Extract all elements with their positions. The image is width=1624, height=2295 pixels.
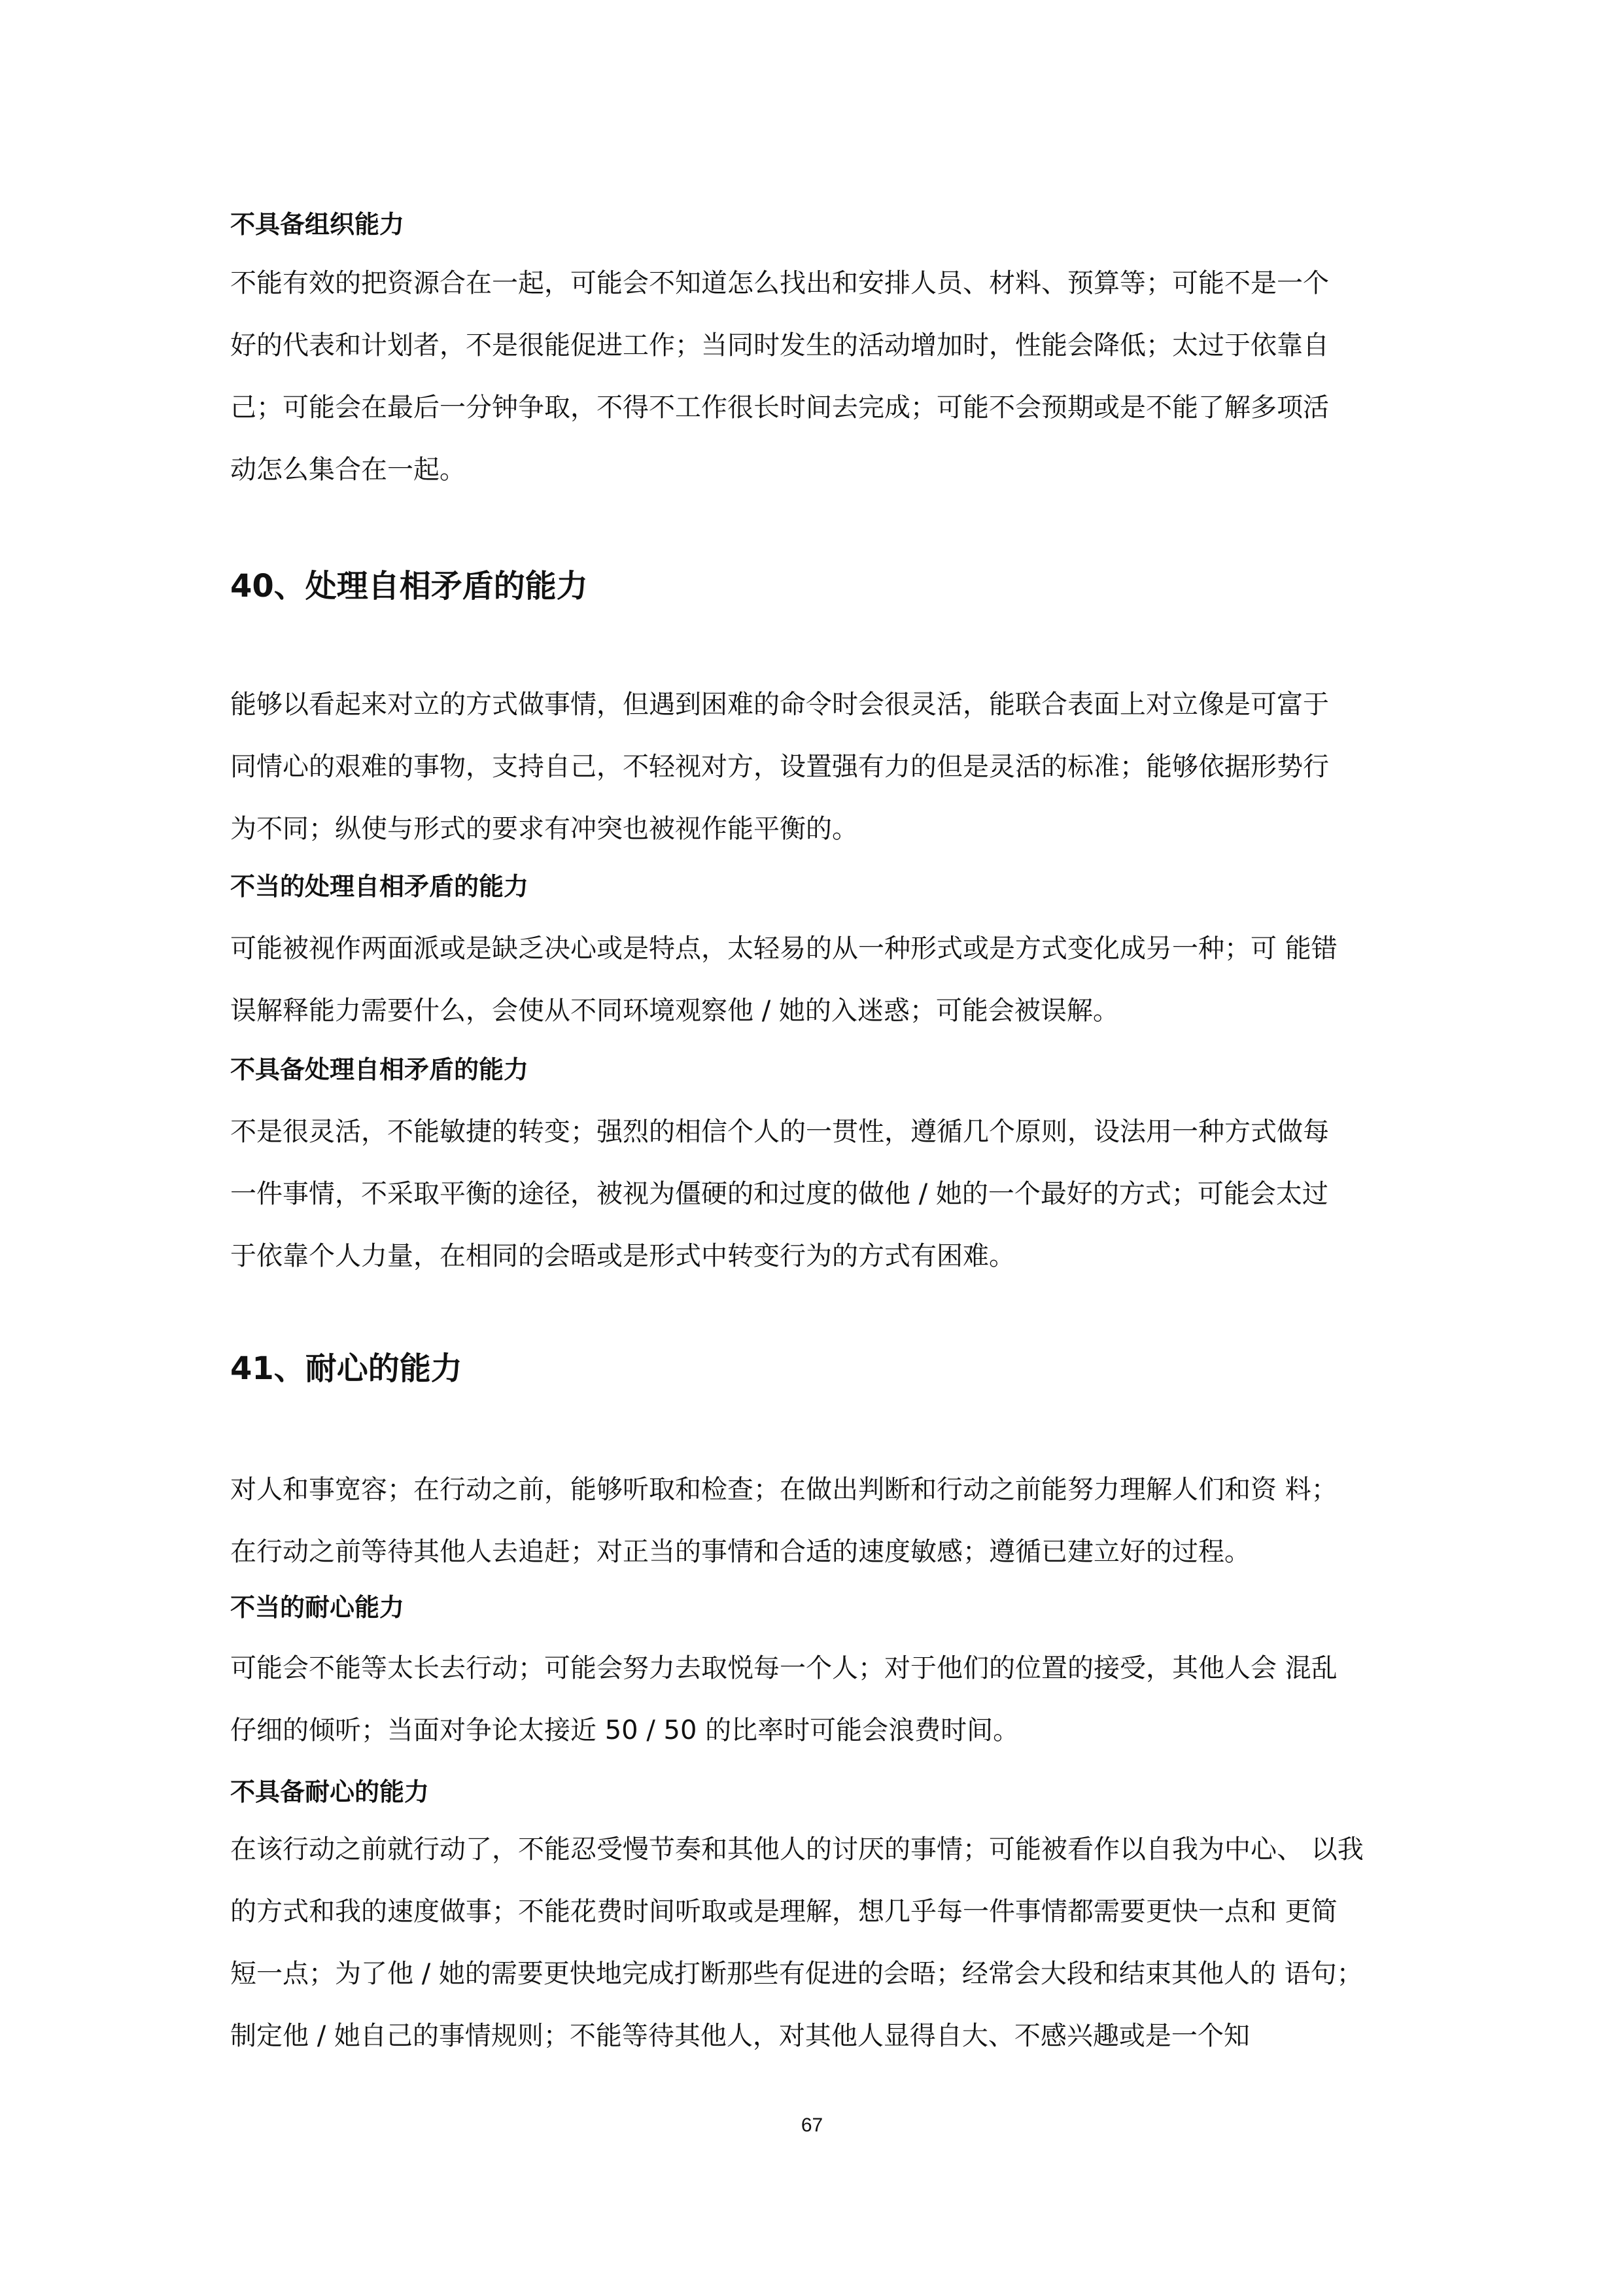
paragraph-s41-lacking bbox=[230, 1819, 1447, 2067]
paragraph-s40-improper bbox=[230, 918, 1447, 1042]
paragraph-s40-lacking bbox=[230, 1101, 1447, 1288]
text-line: 的方式和我的速度做事；不能花费时间听取或是理解，想几乎每一件事情都需要更快一点和 更简 bbox=[230, 1897, 1338, 1927]
text-line: 制定他 / 她自己的事情规则；不能等待其他人，对其他人显得自大、不感兴趣或是一个知 bbox=[230, 2021, 1250, 2051]
text-line: 短一点；为了他 / 她的需要更快地完成打断那些有促进的会晤；经常会大段和结束其他人的 语句； bbox=[230, 1959, 1363, 1989]
page-number: 67 bbox=[801, 2114, 823, 2136]
text-line: 为不同；纵使与形式的要求有冲突也被视作能平衡的。 bbox=[230, 814, 858, 844]
section-title-41: 41、耐心的能力 bbox=[230, 1350, 462, 1387]
text-line: 误解释能力需要什么，会使从不同环境观察他 / 她的入迷惑；可能会被误解。 bbox=[230, 996, 1119, 1026]
text-line: 同情心的艰难的事物，支持自己，不轻视对方，设置强有力的但是灵活的标准；能够依据形势行 bbox=[230, 752, 1329, 782]
text-line: 可能被视作两面派或是缺乏决心或是特点，太轻易的从一种形式或是方式变化成另一种；可 能错 bbox=[230, 934, 1338, 964]
text-line: 不能有效的把资源合在一起，可能会不知道怎么找出和安排人员、材料、预算等；可能不是一个 bbox=[230, 268, 1329, 298]
paragraph-org-lacking bbox=[230, 253, 1447, 501]
text-line: 动怎么集合在一起。 bbox=[230, 455, 466, 485]
text-line: 可能会不能等太长去行动；可能会努力去取悦每一个人；对于他们的位置的接受，其他人会 混乱 bbox=[230, 1653, 1338, 1683]
text-line: 在行动之前等待其他人去追赶；对正当的事情和合适的速度敏感；遵循已建立好的过程。 bbox=[230, 1537, 1251, 1567]
text-line: 能够以看起来对立的方式做事情，但遇到困难的命令时会很灵活，能联合表面上对立像是可富于 bbox=[230, 690, 1329, 720]
text-line: 对人和事宽容；在行动之前，能够听取和检查；在做出判断和行动之前能努力理解人们和资 料； bbox=[230, 1475, 1338, 1505]
text-line: 一件事情，不采取平衡的途径，被视为僵硬的和过度的做他 / 她的一个最好的方式；可能会太过 bbox=[230, 1179, 1328, 1209]
text-line: 在该行动之前就行动了，不能忍受慢节奏和其他人的讨厌的事情；可能被看作以自我为中心、 以我 bbox=[230, 1834, 1364, 1865]
text-line: 好的代表和计划者，不是很能促进工作；当同时发生的活动增加时，性能会降低；太过于依靠自 bbox=[230, 330, 1329, 360]
subheading-s41-lacking: 不具备耐心的能力 bbox=[230, 1778, 430, 1806]
subheading-org-lacking: 不具备组织能力 bbox=[230, 210, 405, 239]
paragraph-s41-improper bbox=[230, 1638, 1447, 1762]
subheading-s41-improper: 不当的耐心能力 bbox=[230, 1593, 405, 1622]
subheading-s40-improper: 不当的处理自相矛盾的能力 bbox=[230, 872, 529, 901]
paragraph-s41-description bbox=[230, 1459, 1447, 1583]
text-line: 己；可能会在最后一分钟争取，不得不工作很长时间去完成；可能不会预期或是不能了解多项活 bbox=[230, 393, 1329, 423]
paragraph-s40-description bbox=[230, 674, 1447, 860]
text-line: 不是很灵活，不能敏捷的转变；强烈的相信个人的一贯性，遵循几个原则，设法用一种方式做每 bbox=[230, 1117, 1329, 1147]
subheading-s40-lacking: 不具备处理自相矛盾的能力 bbox=[230, 1055, 529, 1084]
text-line: 于依靠个人力量，在相同的会晤或是形式中转变行为的方式有困难。 bbox=[230, 1241, 1015, 1271]
section-title-40: 40、处理自相矛盾的能力 bbox=[230, 568, 588, 604]
text-line: 仔细的倾听；当面对争论太接近 50 / 50 的比率时可能会浪费时间。 bbox=[230, 1715, 1020, 1745]
